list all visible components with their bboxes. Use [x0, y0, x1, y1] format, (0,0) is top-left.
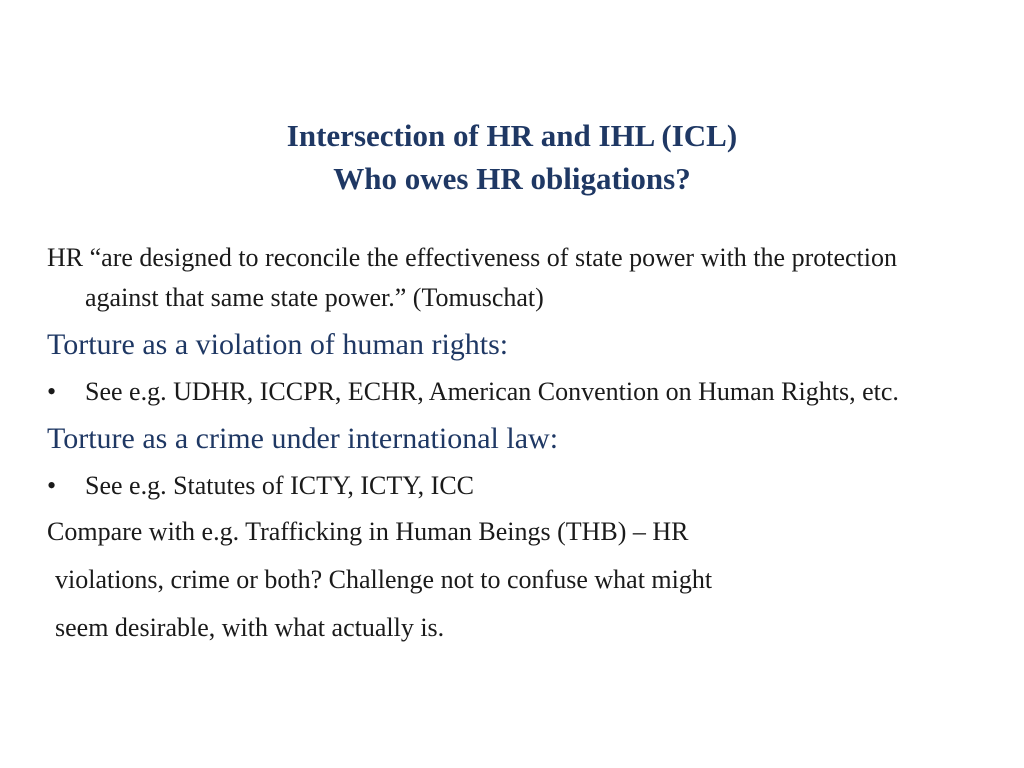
- title-line-2: Who owes HR obligations?: [333, 161, 691, 196]
- bullet-text: See e.g. Statutes of ICTY, ICTY, ICC: [85, 471, 475, 500]
- compare-line-3: seem desirable, with what actually is.: [55, 613, 445, 642]
- title-line-1: Intersection of HR and IHL (ICL): [286, 118, 738, 153]
- slide-body: [47, 238, 947, 648]
- heading-human-rights: Torture as a violation of human rights:: [47, 328, 509, 361]
- heading-international-crime: Torture as a crime under international law:: [47, 422, 559, 455]
- bullet-icon: •: [47, 377, 57, 406]
- bullet-item-hr-instruments: [47, 372, 947, 412]
- compare-line-1: Compare with e.g. Trafficking in Human Beings (THB) – HR: [47, 517, 689, 546]
- bullet-text: See e.g. UDHR, ICCPR, ECHR, American Convention on Human Rights, etc.: [85, 377, 899, 406]
- tomuschat-quote: HR “are designed to reconcile the effectiveness of state power with the protection against that same state power.” (Tomuschat): [47, 243, 897, 312]
- compare-line-2: violations, crime or both? Challenge not to confuse what might: [55, 565, 713, 594]
- bullet-item-statutes: [47, 466, 947, 506]
- slide-title: [0, 114, 1024, 200]
- bullet-icon: •: [47, 471, 57, 500]
